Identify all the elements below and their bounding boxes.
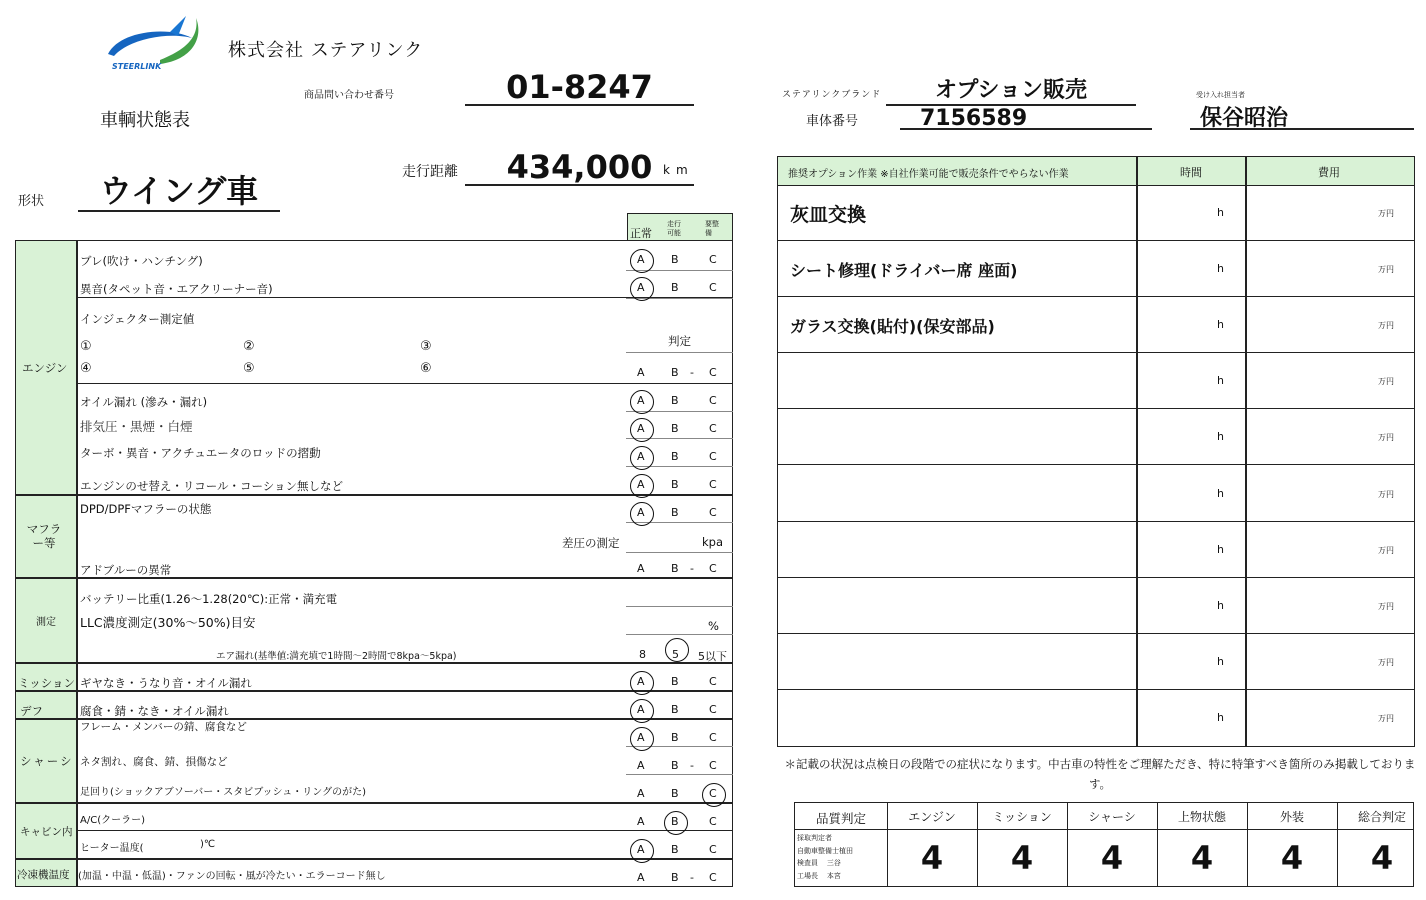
grade-circle (630, 699, 654, 723)
option-row (778, 578, 1414, 634)
item-air: エア漏れ(基準値:満充填で1時間～2時間で8kpa～5kpa) (216, 651, 457, 662)
company-name: 株式会社 ステアリンク (228, 40, 424, 61)
grade-c: C (709, 450, 717, 463)
item-ac: A/C(クーラー) (80, 815, 145, 826)
section-measure: 測定 (36, 617, 56, 628)
grade-b: B (671, 366, 679, 379)
item-llc: LLC濃度測定(30%～50%)目安 (80, 615, 256, 630)
item-freezer: (加温・中温・低温)・ファンの回転・風が冷たい・エラーコード無し (78, 871, 386, 882)
grade-a: A (637, 731, 645, 744)
option-time-unit: h (1217, 542, 1224, 556)
option-cost-unit: 万円 (1378, 321, 1394, 331)
item-exhaust: 排気圧・黒煙・白煙 (80, 419, 193, 434)
quality-col-header: エンジン (908, 810, 956, 824)
mileage-value: 434,000 (465, 148, 694, 186)
section-muffler: マフラー等 (26, 522, 62, 550)
section-cabin: キャビン内 (20, 826, 73, 838)
grade-circle (630, 446, 654, 470)
grade-a: A (637, 422, 645, 435)
air-5: 5 (672, 648, 679, 661)
item-judge: 判定 (668, 334, 691, 348)
chassis-label: 車体番号 (806, 114, 859, 129)
option-time-unit: h (1217, 262, 1224, 276)
option-row (778, 690, 1414, 746)
option-task: ガラス交換(貼付)(保安部品) (790, 317, 995, 337)
grade-a: A (637, 703, 645, 716)
grade-a: A (637, 394, 645, 407)
grade-circle (630, 390, 654, 414)
inj-2: ② (243, 339, 255, 354)
option-cost-unit: 万円 (1378, 209, 1394, 218)
col-normal: 正常 (630, 227, 652, 240)
brand-label: ステアリンクブランド (782, 90, 882, 100)
option-row (778, 297, 1414, 353)
grade-c: C (709, 562, 717, 575)
grade-b: B (671, 253, 679, 266)
grade-circle (630, 249, 654, 273)
grade-circle (630, 277, 654, 301)
grade-circle (630, 474, 654, 498)
item-suspension: 足回り(ショックアブソーバー・スタビブッシュ・リングのがた) (80, 787, 367, 798)
approver-line: 検査員 三谷 (797, 859, 841, 867)
inquiry-label: 商品問い合わせ番号 (304, 90, 394, 101)
grade-circle (630, 671, 654, 695)
item-diff-pressure: 差圧の測定 (562, 536, 620, 550)
quality-score: 4 (1190, 839, 1214, 877)
grade-c: C (709, 422, 717, 435)
air-8: 8 (639, 648, 646, 661)
item-injector: インジェクター測定値 (80, 312, 195, 326)
option-time-unit: h (1217, 430, 1224, 444)
chassis-value: 7156589 (900, 106, 1152, 130)
item-heater: ヒーター温度( (80, 843, 144, 854)
inj-1: ① (80, 339, 92, 354)
grade-circle (630, 502, 654, 526)
option-time-unit: h (1217, 374, 1224, 388)
shape-value: ウイング車 (78, 170, 280, 212)
grade-b: B (671, 394, 679, 407)
grade-b: B (671, 843, 679, 856)
item-adblue: アドブルーの異常 (80, 563, 172, 577)
air-5less: 5以下 (698, 650, 727, 663)
grade-a: A (637, 450, 645, 463)
grade-a: A (637, 843, 645, 856)
approver-line: 自動車整備士植田 (797, 846, 853, 855)
grade-circle (702, 783, 726, 807)
option-cost-unit: 万円 (1378, 433, 1394, 443)
option-cost-unit: 万円 (1378, 377, 1394, 387)
grade-c: C (709, 703, 717, 716)
option-cost-unit: 万円 (1378, 265, 1394, 275)
grade-a: A (637, 506, 645, 519)
option-time-unit: h (1217, 598, 1224, 612)
item-frame: フレーム・メンバーの錆、腐食など (80, 721, 247, 733)
grade-b: B (671, 731, 679, 744)
item-neji: ネタ割れ、腐食、錆、損傷など (80, 756, 228, 768)
staff-label: 受け入れ担当者 (1196, 91, 1245, 99)
brand-value: オプション販売 (886, 76, 1136, 106)
option-row (778, 466, 1414, 522)
option-time-unit: h (1217, 486, 1224, 500)
grade-a: A (637, 562, 645, 575)
grade-b: B (671, 506, 679, 519)
approver-line: 採取判定者 (797, 834, 832, 842)
option-cost-unit: 万円 (1378, 545, 1394, 555)
grade-b: B (671, 759, 679, 772)
mileage-unit: km (663, 163, 694, 177)
grade-circle (630, 839, 654, 863)
option-task: シート修理(ドライバー席 座面) (790, 261, 1018, 281)
grade-c: C (709, 281, 717, 294)
grade-dash: - (690, 759, 694, 772)
approver-line: 工場長 本宮 (797, 871, 841, 880)
inj-5: ⑤ (243, 361, 255, 376)
inj-3: ③ (420, 339, 432, 354)
item-oil: オイル漏れ (滲み・漏れ) (80, 395, 208, 409)
grade-a: A (637, 675, 645, 688)
grade-c: C (709, 675, 717, 688)
grade-b: B (671, 703, 679, 716)
option-row (778, 409, 1414, 465)
option-row (778, 241, 1414, 297)
item-swap: エンジンのせ替え・リコール・コーション無しなど (80, 479, 344, 493)
section-chassis: シャーシ (20, 754, 74, 768)
grade-c: C (709, 759, 717, 772)
grade-c: C (709, 871, 717, 884)
quality-score: 4 (1370, 839, 1394, 877)
option-time-unit: h (1217, 206, 1224, 219)
option-cost-unit: 万円 (1378, 657, 1394, 667)
item-bure: ブレ(吹け・ハンチング) (80, 254, 203, 268)
item-gear: ギヤなき・うなり音・オイル漏れ (80, 676, 252, 690)
quality-score: 4 (1100, 839, 1124, 877)
option-time-unit: h (1217, 654, 1224, 668)
grade-c: C (709, 843, 717, 856)
item-turbo: ターボ・異音・アクチュエータのロッドの摺動 (80, 446, 321, 460)
mileage-label: 走行距離 (402, 164, 458, 180)
grade-c: C (709, 787, 717, 800)
option-cost-unit: 万円 (1378, 601, 1394, 611)
quality-score: 4 (920, 839, 944, 877)
item-corrosion: 腐食・錆・なき・オイル漏れ (80, 704, 229, 718)
grade-b: B (671, 478, 679, 491)
grade-circle (630, 727, 654, 751)
grade-b: B (671, 675, 679, 688)
item-ion: 異音(タペット音・エアクリーナー音) (80, 282, 273, 296)
grade-b: B (671, 815, 679, 828)
col-drivable: 走行可能 (667, 220, 681, 237)
option-task: 灰皿交換 (790, 204, 867, 226)
section-engine: エンジン (22, 361, 68, 375)
item-heater-unit: )℃ (200, 839, 216, 850)
item-dpd: DPD/DPFマフラーの状態 (80, 502, 212, 516)
grade-a: A (637, 815, 645, 828)
quality-label: 品質判定 (815, 811, 866, 826)
grade-a: A (637, 281, 645, 294)
grade-c: C (709, 253, 717, 266)
inj-4: ④ (80, 361, 92, 376)
grade-a: A (637, 253, 645, 266)
grade-b: B (671, 450, 679, 463)
option-row (778, 634, 1414, 690)
grade-c: C (709, 478, 717, 491)
option-cost-unit: 万円 (1378, 489, 1394, 499)
section-diff: デフ (20, 704, 43, 718)
grade-c: C (709, 731, 717, 744)
option-time-unit: h (1217, 710, 1224, 724)
grade-b: B (671, 562, 679, 575)
grade-a: A (637, 871, 645, 884)
grade-circle (630, 418, 654, 442)
quality-col-header: 上物状態 (1177, 810, 1226, 824)
grade-b: B (671, 871, 679, 884)
staff-value: 保谷昭治 (1190, 104, 1414, 130)
grade-circle (664, 811, 688, 835)
options-header-time: 時間 (1180, 166, 1202, 179)
quality-col-header: シャーシ (1088, 810, 1136, 824)
grade-dash: - (690, 871, 694, 884)
quality-score: 4 (1010, 839, 1034, 877)
inj-6: ⑥ (420, 361, 432, 376)
quality-col-header: 外装 (1279, 810, 1304, 824)
grade-b: B (671, 281, 679, 294)
grade-dash: - (690, 366, 694, 379)
logo-text: STEERLINK (112, 62, 162, 71)
grade-b: B (671, 787, 679, 800)
grade-c: C (709, 366, 717, 379)
quality-table (794, 802, 1414, 887)
quality-col-header: 総合判定 (1357, 810, 1406, 824)
options-table (777, 156, 1415, 747)
item-percent: % (708, 619, 719, 633)
quality-col-header: ミッション (992, 810, 1052, 824)
grade-a: A (637, 366, 645, 379)
grade-a: A (637, 787, 645, 800)
doc-title: 車輌状態表 (100, 110, 190, 131)
inquiry-number: 01-8247 (465, 68, 694, 106)
section-freezer: 冷凍機温度 (17, 869, 70, 881)
options-header-title: 推奨オプション作業 ※自社作業可能で販売条件でやらない作業 (788, 169, 1069, 180)
item-battery: バッテリー比重(1.26～1.28(20℃):正常・満充電 (80, 592, 338, 606)
option-time-unit: h (1217, 318, 1224, 332)
quality-score: 4 (1280, 839, 1304, 877)
grade-a: A (637, 478, 645, 491)
grade-c: C (709, 394, 717, 407)
grade-dash: - (690, 562, 694, 575)
grade-a: A (637, 759, 645, 772)
option-cost-unit: 万円 (1378, 713, 1394, 723)
option-row (778, 353, 1414, 409)
section-mission: ミッション (18, 676, 76, 690)
shape-label: 形状 (18, 194, 45, 209)
disclaimer-note: ＊記載の状況は点検日の段階での症状になります。中古車の特性をご理解ただき、特に特筆すべき箇所のみ掲載しております。 (784, 757, 1416, 791)
option-row (778, 185, 1414, 241)
item-kpa: kpa (702, 535, 724, 549)
grade-c: C (709, 815, 717, 828)
grade-c: C (709, 506, 717, 519)
air-circle (665, 638, 689, 662)
grade-b: B (671, 422, 679, 435)
col-needs-service: 要整備 (705, 220, 719, 237)
options-header-cost: 費用 (1318, 166, 1340, 179)
option-row (778, 522, 1414, 578)
